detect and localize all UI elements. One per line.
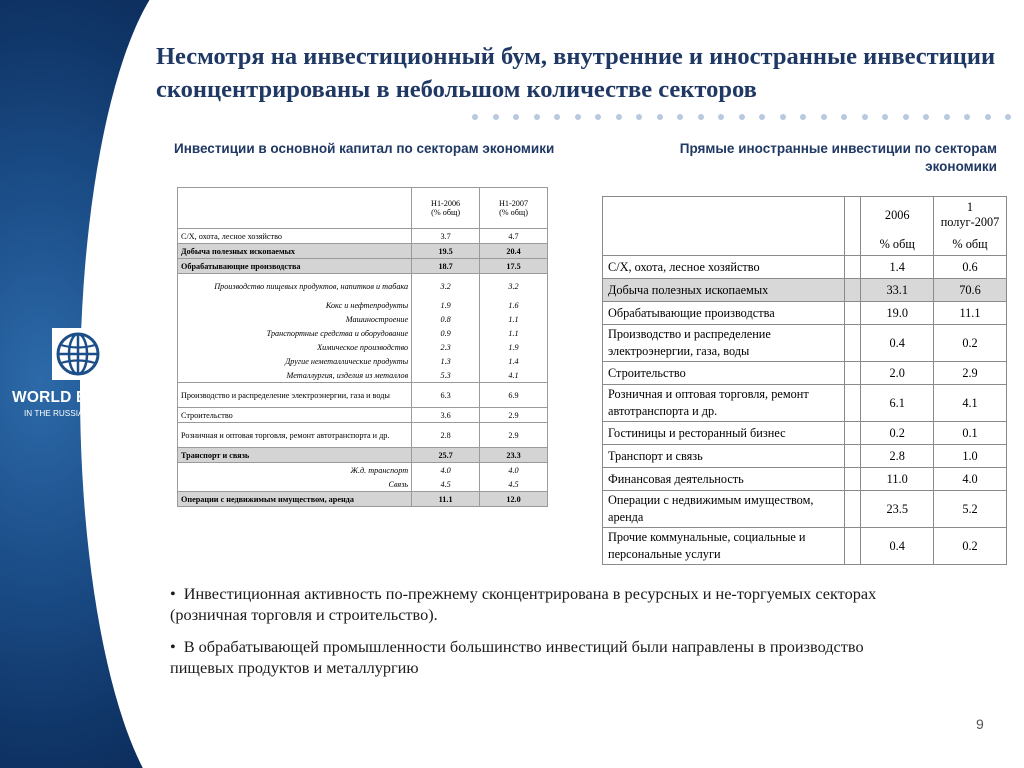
divider-dot [554,114,560,120]
divider-dot [616,114,622,120]
column-header-unit: (% общ) [431,208,461,217]
fdi-table [602,196,1007,565]
cell-value-h1-2007: 4.1 [480,368,548,383]
globe-icon [52,328,104,380]
header-empty-cell [178,188,412,229]
divider-dot [800,114,806,120]
header-gap-cell [844,197,861,234]
row-gap-cell [844,468,861,491]
table-row [178,492,548,507]
cell-value-2006: 33.1 [861,279,934,302]
row-label: Розничная и оптовая торговля, ремонт автотранспорта и др. [178,423,412,448]
table-row [178,463,548,478]
table-row [603,279,1007,302]
row-label: Производство и распределение электроэнергии, газа и воды [178,383,412,408]
row-label: Производство и распределение электроэнергии, газа, воды [603,325,845,362]
row-label: С/Х, охота, лесное хозяйство [603,256,845,279]
row-label: Добыча полезных ископаемых [178,244,412,259]
divider-dot [1005,114,1011,120]
column-header-period: H1-2007 [498,199,529,208]
logo-name: WORLD BANK [12,389,122,406]
cell-value-h1-2007: 12.0 [480,492,548,507]
cell-value-h1-2007: 20.4 [480,244,548,259]
cell-value-2006: 19.0 [861,302,934,325]
divider-dot [780,114,786,120]
row-label: Транспортные средства и оборудование [178,326,412,340]
row-label: Транспорт и связь [603,445,845,468]
cell-value-h1-2007: 4.5 [480,477,548,492]
row-label: Добыча полезных ископаемых [603,279,845,302]
cell-value-2006: 0.4 [861,528,934,565]
row-gap-cell [844,325,861,362]
cell-value-h1-2006: 0.9 [412,326,480,340]
row-label: Операции с недвижимым имуществом, аренда [603,491,845,528]
cell-value-h1-2006: 1.3 [412,354,480,368]
table-row [178,368,548,383]
cell-value-2006: 1.4 [861,256,934,279]
bullet-list [170,583,930,689]
table-row [603,468,1007,491]
divider-dot [841,114,847,120]
cell-value-h1-2006: 3.7 [412,229,480,244]
divider-dot [472,114,478,120]
divider-dot [964,114,970,120]
cell-value-2007: 0.2 [934,528,1007,565]
table-header-row [603,197,1007,234]
cell-value-h1-2006: 2.8 [412,423,480,448]
unit-empty-cell [603,233,845,256]
table-row [178,259,548,274]
row-label: Операции с недвижимым имуществом, аренда [178,492,412,507]
row-gap-cell [844,528,861,565]
divider-dot [636,114,642,120]
cell-value-h1-2006: 25.7 [412,448,480,463]
row-gap-cell [844,279,861,302]
row-label: Гостиницы и ресторанный бизнес [603,422,845,445]
cell-value-h1-2007: 1.1 [480,312,548,326]
sidebar-panel [0,0,152,768]
column-header-year: 2006 [861,197,934,234]
cell-value-h1-2007: 1.4 [480,354,548,368]
divider-dot [985,114,991,120]
cell-value-2007: 70.6 [934,279,1007,302]
bullet-marker: • [170,637,176,656]
logo-subtitle: IN THE RUSSIAN FEDERATION [24,409,144,418]
row-label: Связь [178,477,412,492]
table-row [178,448,548,463]
cell-value-2006: 11.0 [861,468,934,491]
divider-dot [903,114,909,120]
cell-value-2007: 2.9 [934,362,1007,385]
cell-value-h1-2007: 1.1 [480,326,548,340]
column-header-period: H1-2006 [431,199,461,208]
table-row [178,477,548,492]
cell-value-h1-2007: 17.5 [480,259,548,274]
cell-value-h1-2007: 2.9 [480,423,548,448]
cell-value-h1-2006: 0.8 [412,312,480,326]
cell-value-2007: 5.2 [934,491,1007,528]
cell-value-2007: 11.1 [934,302,1007,325]
cell-value-2007: 0.2 [934,325,1007,362]
table-row [178,408,548,423]
bullet-text: Инвестиционная активность по-прежнему сконцентрирована в ресурсных и не-торгуемых секторах (розничная торговля и строительство). [170,584,877,624]
cell-value-h1-2007: 2.9 [480,408,548,423]
divider-dot [677,114,683,120]
page-title: Несмотря на инвестиционный бум, внутренние и иностранные инвестиции сконцентрированы в небольшом количестве секторов [156,43,996,103]
table-row [178,229,548,244]
row-label: Обрабатывающие производства [603,302,845,325]
row-gap-cell [844,491,861,528]
table-row [178,244,548,259]
divider-dot [595,114,601,120]
cell-value-h1-2006: 4.0 [412,463,480,478]
row-gap-cell [844,385,861,422]
cell-value-2006: 2.8 [861,445,934,468]
row-gap-cell [844,362,861,385]
row-label: Ж.д. транспорт [178,463,412,478]
cell-value-h1-2006: 18.7 [412,259,480,274]
table-row [178,340,548,354]
table-row [603,325,1007,362]
bullet-text: В обрабатывающей промышленности большинство инвестиций были направлены в производство пищевых продуктов и металлургию [170,637,864,677]
table-row [178,326,548,340]
table-row [603,256,1007,279]
table-row [603,302,1007,325]
cell-value-2006: 23.5 [861,491,934,528]
cell-value-2006: 6.1 [861,385,934,422]
cell-value-h1-2006: 19.5 [412,244,480,259]
bullet-item [170,583,930,625]
cell-value-2007: 4.1 [934,385,1007,422]
divider-dot [882,114,888,120]
table-row [603,385,1007,422]
row-label: Машиностроение [178,312,412,326]
row-label: Химическое производство [178,340,412,354]
cell-value-h1-2006: 3.6 [412,408,480,423]
cell-value-2006: 2.0 [861,362,934,385]
divider-dot [944,114,950,120]
column-header-unit: % общ [934,233,1007,256]
table-row [603,445,1007,468]
cell-value-2007: 0.1 [934,422,1007,445]
cell-value-h1-2007: 4.7 [480,229,548,244]
row-gap-cell [844,422,861,445]
cell-value-h1-2007: 3.2 [480,274,548,299]
cell-value-h1-2006: 4.5 [412,477,480,492]
row-label: Финансовая деятельность [603,468,845,491]
row-label: Строительство [178,408,412,423]
divider-dot [657,114,663,120]
table-row [178,423,548,448]
table-row [178,312,548,326]
cell-value-h1-2006: 3.2 [412,274,480,299]
row-label: Производство пищевых продуктов, напитков и табака [178,274,412,299]
column-header [480,188,548,229]
divider-dot [493,114,499,120]
cell-value-h1-2006: 2.3 [412,340,480,354]
table-row [178,383,548,408]
cell-value-h1-2006: 11.1 [412,492,480,507]
bullet-item [170,636,930,678]
table-row [603,362,1007,385]
cell-value-2007: 4.0 [934,468,1007,491]
table-row [178,274,548,299]
row-gap-cell [844,445,861,468]
cell-value-h1-2007: 23.3 [480,448,548,463]
table-row [603,491,1007,528]
row-label: Обрабатывающие производства [178,259,412,274]
row-label: Кокс и нефтепродукты [178,298,412,312]
dot-divider [472,111,1022,123]
row-label: Другие неметаллические продукты [178,354,412,368]
row-gap-cell [844,256,861,279]
row-label: С/Х, охота, лесное хозяйство [178,229,412,244]
divider-dot [821,114,827,120]
left-table-heading: Инвестиции в основной капитал по секторам экономики [174,141,555,156]
divider-dot [759,114,765,120]
row-label: Прочие коммунальные, социальные и персональные услуги [603,528,845,565]
column-header-year: 1 полуг-2007 [934,197,1007,234]
cell-value-h1-2006: 1.9 [412,298,480,312]
unit-gap-cell [844,233,861,256]
table-header-row [178,188,548,229]
row-label: Строительство [603,362,845,385]
divider-dot [513,114,519,120]
column-header-unit: % общ [861,233,934,256]
table-row [603,422,1007,445]
cell-value-2007: 0.6 [934,256,1007,279]
table-row [178,298,548,312]
cell-value-2006: 0.2 [861,422,934,445]
page-number: 9 [976,716,984,732]
cell-value-2007: 1.0 [934,445,1007,468]
right-table-heading: Прямые иностранные инвестиции по секторам экономики [679,141,997,174]
cell-value-h1-2007: 6.9 [480,383,548,408]
table-row [178,354,548,368]
cell-value-h1-2006: 5.3 [412,368,480,383]
row-label: Розничная и оптовая торговля, ремонт автотранспорта и др. [603,385,845,422]
row-label: Транспорт и связь [178,448,412,463]
divider-dot [718,114,724,120]
row-label: Металлургия, изделия из металлов [178,368,412,383]
divider-dot [923,114,929,120]
table-row [603,528,1007,565]
column-header-unit: (% общ) [499,208,528,217]
divider-dot [739,114,745,120]
header-empty-cell [603,197,845,234]
divider-dot [534,114,540,120]
row-gap-cell [844,302,861,325]
divider-dot [862,114,868,120]
cell-value-h1-2006: 6.3 [412,383,480,408]
divider-dot [575,114,581,120]
cell-value-h1-2007: 1.6 [480,298,548,312]
cell-value-2006: 0.4 [861,325,934,362]
cell-value-h1-2007: 4.0 [480,463,548,478]
column-header [412,188,480,229]
divider-dot [698,114,704,120]
cell-value-h1-2007: 1.9 [480,340,548,354]
bullet-marker: • [170,584,176,603]
table-unit-row [603,233,1007,256]
fixed-investment-table [177,187,548,507]
